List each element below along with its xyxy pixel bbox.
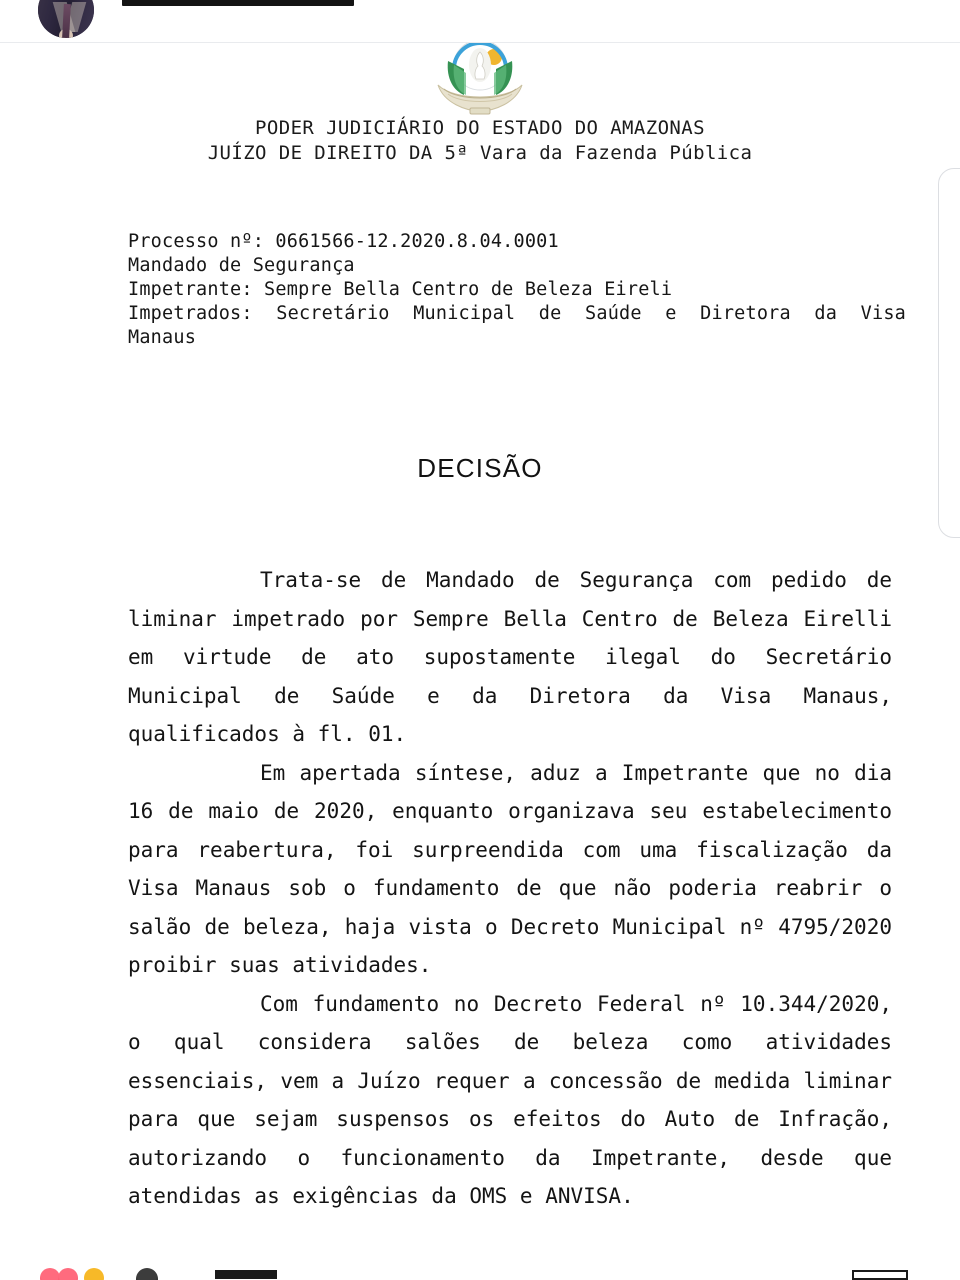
case-respondents-cont: Manaus (128, 327, 197, 348)
reaction-count-redaction-bar (215, 1270, 277, 1279)
heart-reaction-icon-2 (58, 1268, 78, 1280)
document-image[interactable] (0, 43, 960, 1262)
court-division-line: JUÍZO DE DIREITO DA 5ª Vara da Fazenda Pública (207, 142, 753, 164)
case-petitioner: Impetrante: Sempre Bella Centro de Beleza Eireli (128, 279, 673, 300)
adjacent-card-edge[interactable] (938, 168, 960, 538)
post-header (0, 0, 960, 42)
paragraph-2: Em apertada síntese, aduz a Impetrante que no dia 16 de maio de 2020, enquanto organizava seu estabelecimento para reabertura, foi surpreendida com uma fiscalização da Visa Manaus sob o fundamento de que não poderia reabrir o salão de beleza, haja vista o Decreto Municipal nº 4795/2020 proibir suas atividades. (128, 760, 892, 977)
amazonas-judiciary-coat-of-arms-icon (424, 43, 536, 117)
care-reaction-icon (84, 1268, 104, 1280)
reaction-bar (0, 1260, 960, 1280)
author-name-redaction-bar (122, 0, 354, 6)
case-type: Mandado de Segurança (128, 255, 355, 276)
paragraph-1: Trata-se de Mandado de Segurança com pedido de liminar impetrado por Sempre Bella Centro de Beleza Eirelli em virtude de ato supostamente ilegal do Secretário Municipal de Saúde e da Diretora da Visa Manaus, qualificados à fl. 01. (128, 568, 892, 746)
case-info-block (128, 230, 906, 350)
page-title: DECISÃO (417, 453, 543, 483)
case-number: Processo nº: 0661566-12.2020.8.04.0001 (128, 231, 559, 252)
avatar[interactable] (38, 0, 94, 38)
case-respondents: Impetrados: Secretário Municipal de Saúde e Diretora da Visa (128, 303, 906, 324)
heart-reaction-icon (40, 1268, 60, 1280)
document-header (0, 116, 960, 166)
document-body (128, 561, 892, 1216)
share-label-redaction-bar (852, 1270, 908, 1280)
header-divider (0, 42, 960, 43)
court-name-line: PODER JUDICIÁRIO DO ESTADO DO AMAZONAS (255, 117, 705, 139)
paragraph-3: Com fundamento no Decreto Federal nº 10.344/2020, o qual considera salões de beleza como atividades essenciais, vem a Juízo requer a concessão de medida liminar para que sejam suspensos os efeitos do Auto de Infração, autorizando o funcionamento da Impetrante, desde que atendidas as exigências da OMS e ANVISA. (128, 991, 892, 1208)
like-reaction-icon (136, 1268, 158, 1280)
reaction-icon-group[interactable] (40, 1268, 104, 1280)
